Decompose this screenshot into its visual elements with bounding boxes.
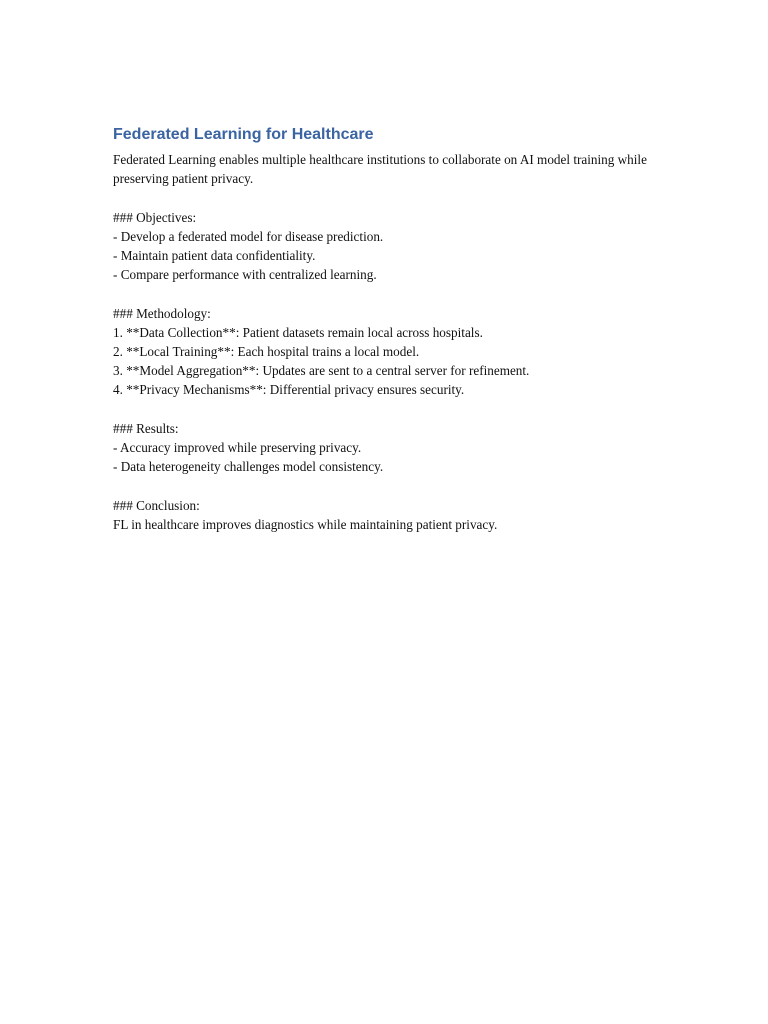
results-heading: ### Results: bbox=[113, 420, 179, 436]
document-body bbox=[113, 124, 653, 534]
methodology-item: 1. **Data Collection**: Patient datasets remain local across hospitals. bbox=[113, 324, 483, 340]
paragraph-spacer bbox=[113, 400, 653, 419]
methodology-item: 3. **Model Aggregation**: Updates are sent to a central server for refinement. bbox=[113, 363, 530, 379]
objective-item: - Compare performance with centralized learning. bbox=[113, 267, 377, 283]
conclusion-section bbox=[113, 496, 653, 534]
conclusion-text: FL in healthcare improves diagnostics while maintaining patient privacy. bbox=[113, 516, 498, 532]
result-item: - Data heterogeneity challenges model consistency. bbox=[113, 459, 384, 475]
results-section bbox=[113, 419, 653, 477]
document-title: Federated Learning for Healthcare bbox=[113, 126, 374, 143]
methodology-heading: ### Methodology: bbox=[113, 305, 211, 321]
paragraph-spacer bbox=[113, 476, 653, 495]
result-item: - Accuracy improved while preserving privacy. bbox=[113, 440, 362, 455]
objective-item: - Develop a federated model for disease prediction. bbox=[113, 228, 384, 244]
methodology-item: 4. **Privacy Mechanisms**: Differential privacy ensures security. bbox=[113, 382, 465, 398]
conclusion-heading: ### Conclusion: bbox=[113, 497, 200, 513]
intro-paragraph: Federated Learning enables multiple healthcare institutions to collaborate on AI model training while preserving patient privacy. bbox=[113, 152, 647, 187]
objectives-heading: ### Objectives: bbox=[113, 209, 197, 225]
methodology-section bbox=[113, 304, 653, 400]
objectives-section bbox=[113, 208, 653, 285]
objective-item: - Maintain patient data confidentiality. bbox=[113, 248, 316, 263]
paragraph-spacer bbox=[113, 284, 653, 303]
paragraph-spacer bbox=[113, 188, 653, 207]
methodology-item: 2. **Local Training**: Each hospital trains a local model. bbox=[113, 344, 420, 359]
